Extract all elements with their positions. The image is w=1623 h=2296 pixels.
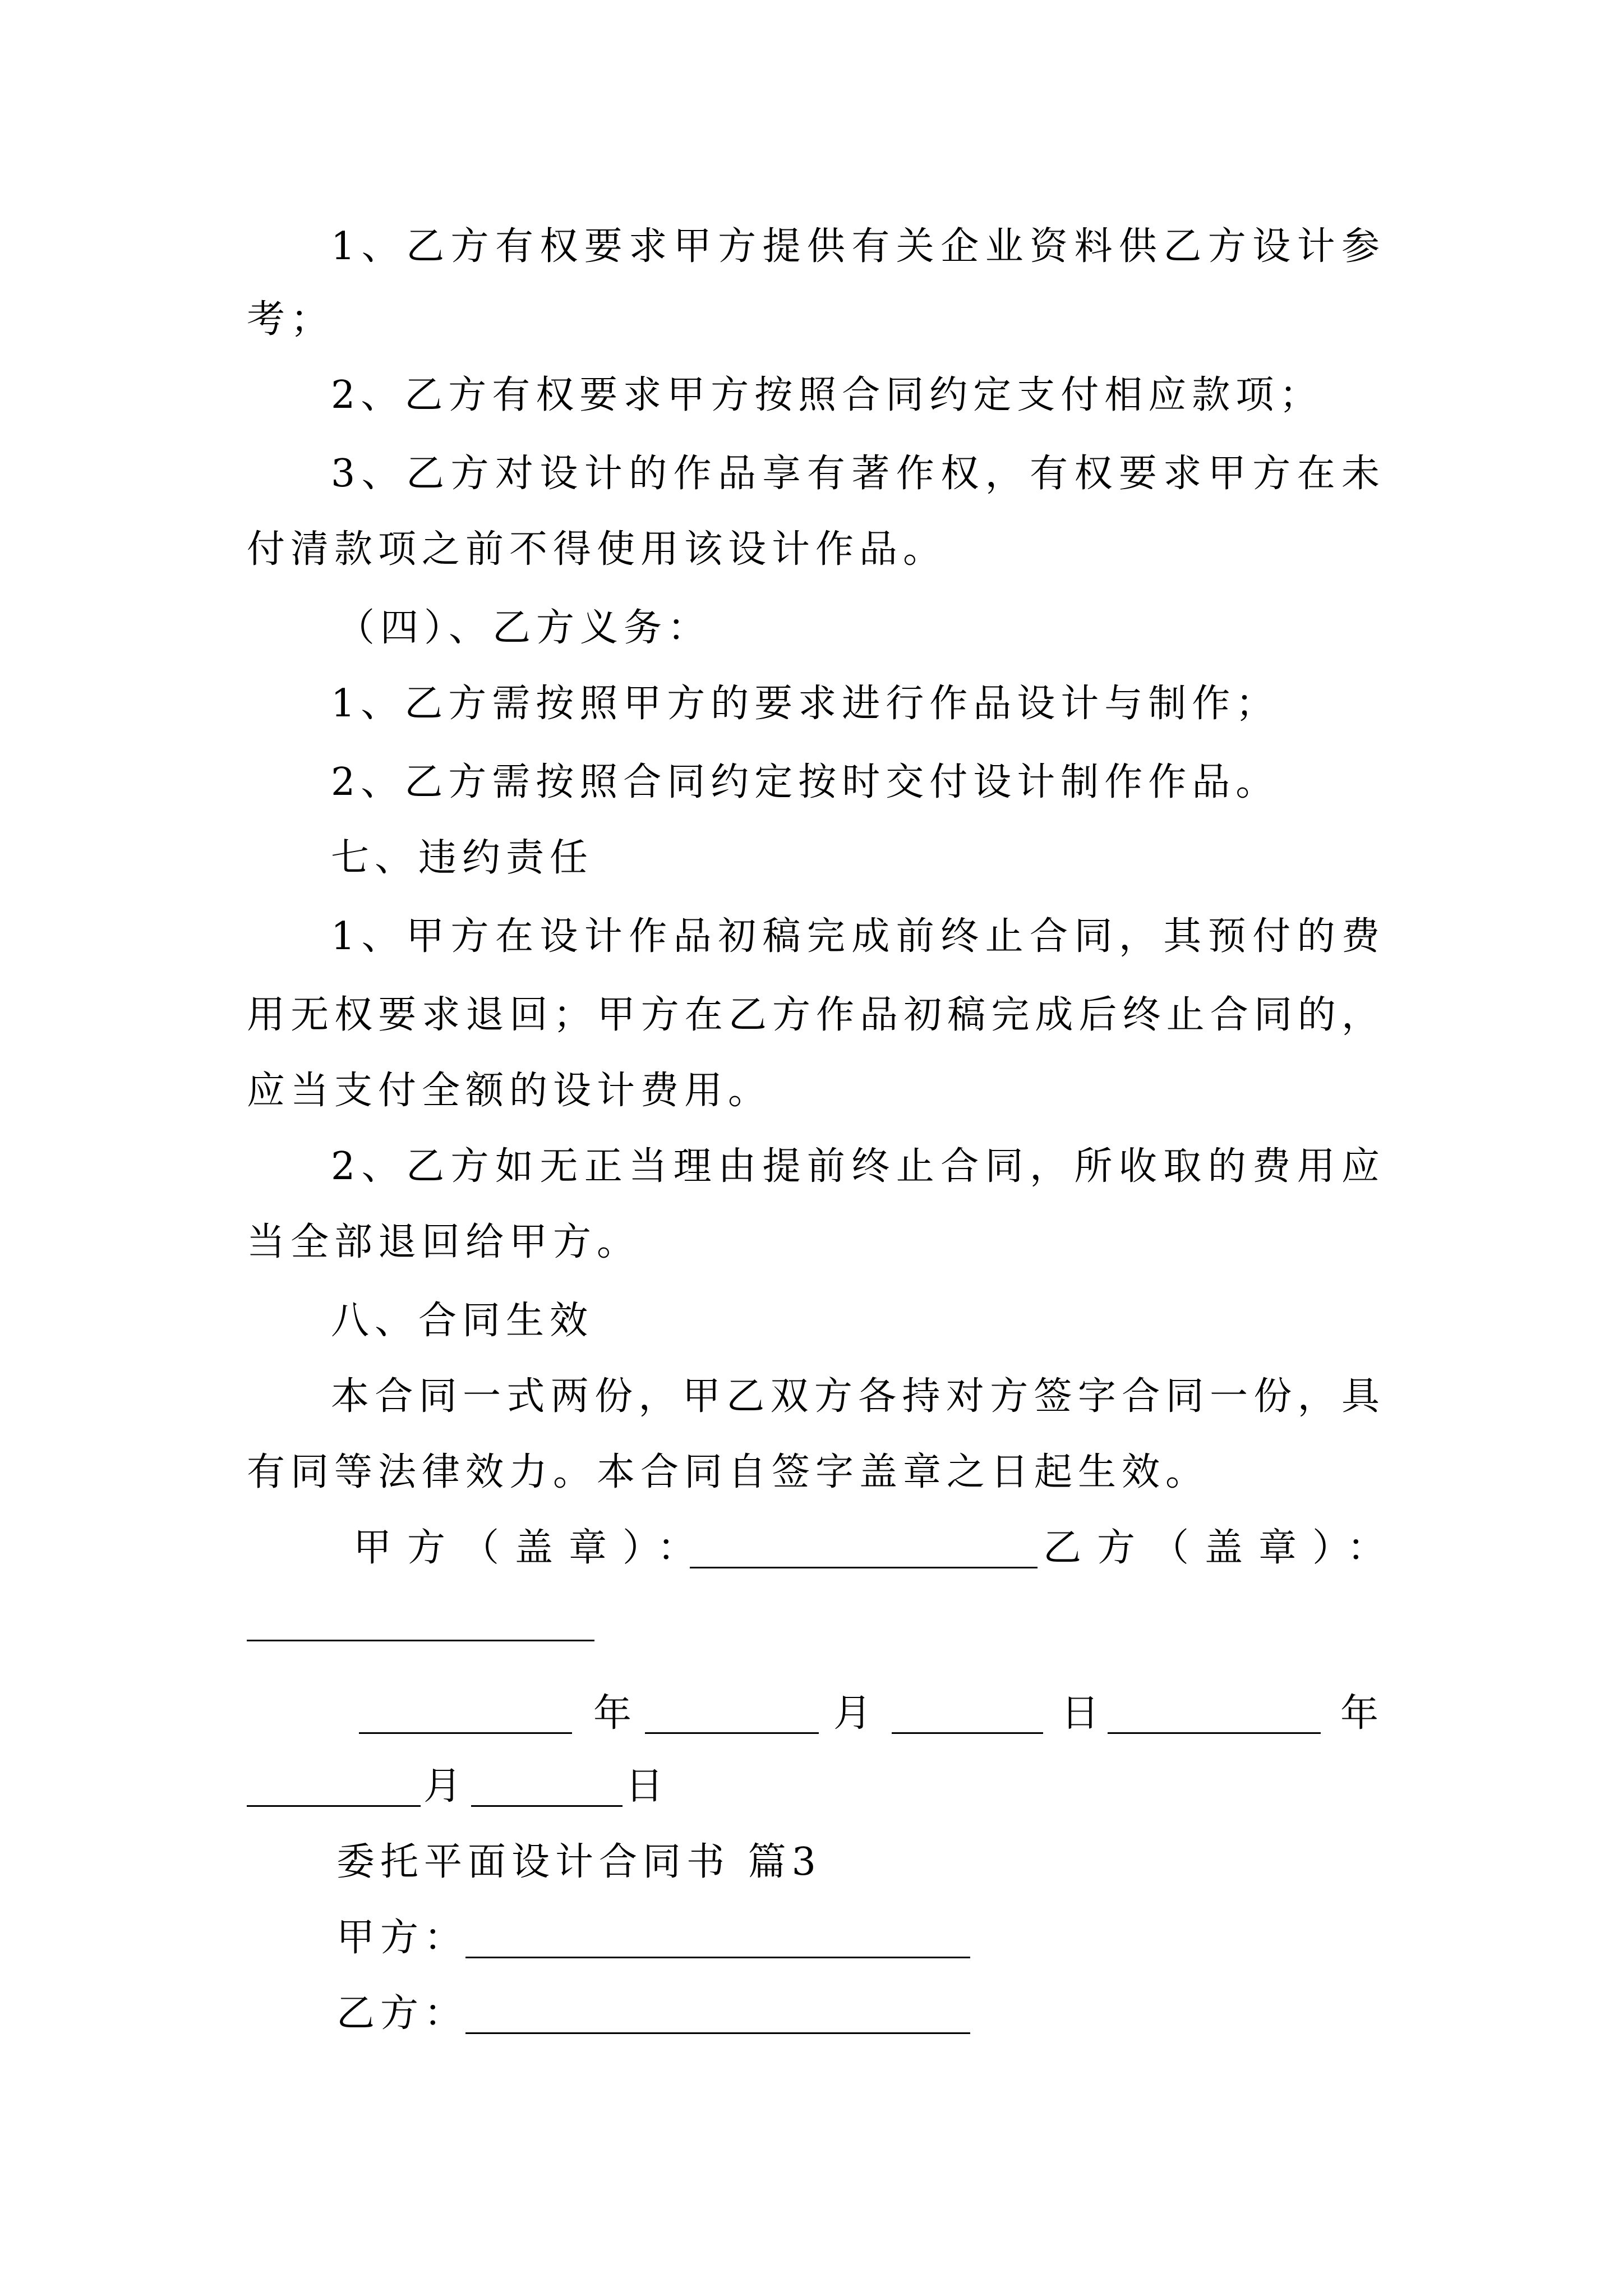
date-b-day-blank: [471, 1805, 623, 1807]
paragraph-liability-item1-line1: 1、甲方在设计作品初稿完成前终止合同，其预付的费: [331, 914, 1385, 959]
signature-party-a-label: 甲方（盖章）：: [353, 1526, 712, 1570]
next-party-b-blank: [465, 2032, 970, 2034]
date-a-year-blank: [359, 1732, 572, 1734]
date-a-month-blank: [645, 1732, 819, 1734]
paragraph-liability-item1-line3: 应当支付全额的设计费用。: [247, 1069, 772, 1113]
next-party-a-blank: [465, 1957, 970, 1958]
next-party-a-label: 甲方：: [336, 1916, 468, 1960]
section-title-next-contract: 委托平面设计合同书 篇3: [336, 1840, 822, 1884]
paragraph-effect-line2: 有同等法律效力。本合同自签字盖章之日起生效。: [247, 1450, 1210, 1494]
date-b-month-blank: [247, 1805, 421, 1807]
paragraph-rights-item2: 2、乙方有权要求甲方按照合同约定支付相应款项；: [331, 373, 1324, 417]
paragraph-rights-item3-line1: 3、乙方对设计的作品享有著作权，有权要求甲方在未: [331, 452, 1385, 496]
signature-party-b-label: 乙方（盖章）：: [1043, 1526, 1401, 1570]
date-a-year-label: 年: [593, 1691, 638, 1736]
signature-party-b-blank: [247, 1640, 594, 1641]
date-a-day-label: 日: [1061, 1691, 1105, 1736]
paragraph-duties-item2: 2、乙方需按照合同约定按时交付设计制作作品。: [331, 760, 1280, 804]
section-heading-effect: 八、合同生效: [331, 1299, 594, 1343]
signature-party-a-blank: [690, 1567, 1038, 1568]
paragraph-liability-item2-line2: 当全部退回给甲方。: [247, 1220, 641, 1264]
paragraph-rights-item3-line2: 付清款项之前不得使用该设计作品。: [247, 527, 947, 572]
date-b-day-label: 日: [625, 1764, 670, 1809]
paragraph-duties-item1: 1、乙方需按照甲方的要求进行作品设计与制作；: [331, 682, 1280, 726]
section-heading-duties: （四）、乙方义务：: [336, 606, 712, 650]
section-heading-liability: 七、违约责任: [331, 836, 594, 880]
paragraph-rights-item1-line2: 考；: [247, 297, 335, 342]
date-a-month-label: 月: [833, 1691, 878, 1736]
date-b-year-label: 年: [1340, 1691, 1385, 1736]
date-a-day-blank: [892, 1732, 1043, 1734]
date-b-year-blank: [1108, 1732, 1321, 1734]
paragraph-rights-item1-line1: 1、乙方有权要求甲方提供有关企业资料供乙方设计参: [331, 224, 1385, 269]
paragraph-effect-line1: 本合同一式两份，甲乙双方各持对方签字合同一份，具: [331, 1374, 1385, 1419]
next-party-b-label: 乙方：: [336, 1991, 468, 2036]
paragraph-liability-item2-line1: 2、乙方如无正当理由提前终止合同，所收取的费用应: [331, 1144, 1385, 1189]
date-b-month-label: 月: [423, 1764, 468, 1809]
paragraph-liability-item1-line2: 用无权要求退回；甲方在乙方作品初稿完成后终止合同的，: [247, 993, 1385, 1037]
